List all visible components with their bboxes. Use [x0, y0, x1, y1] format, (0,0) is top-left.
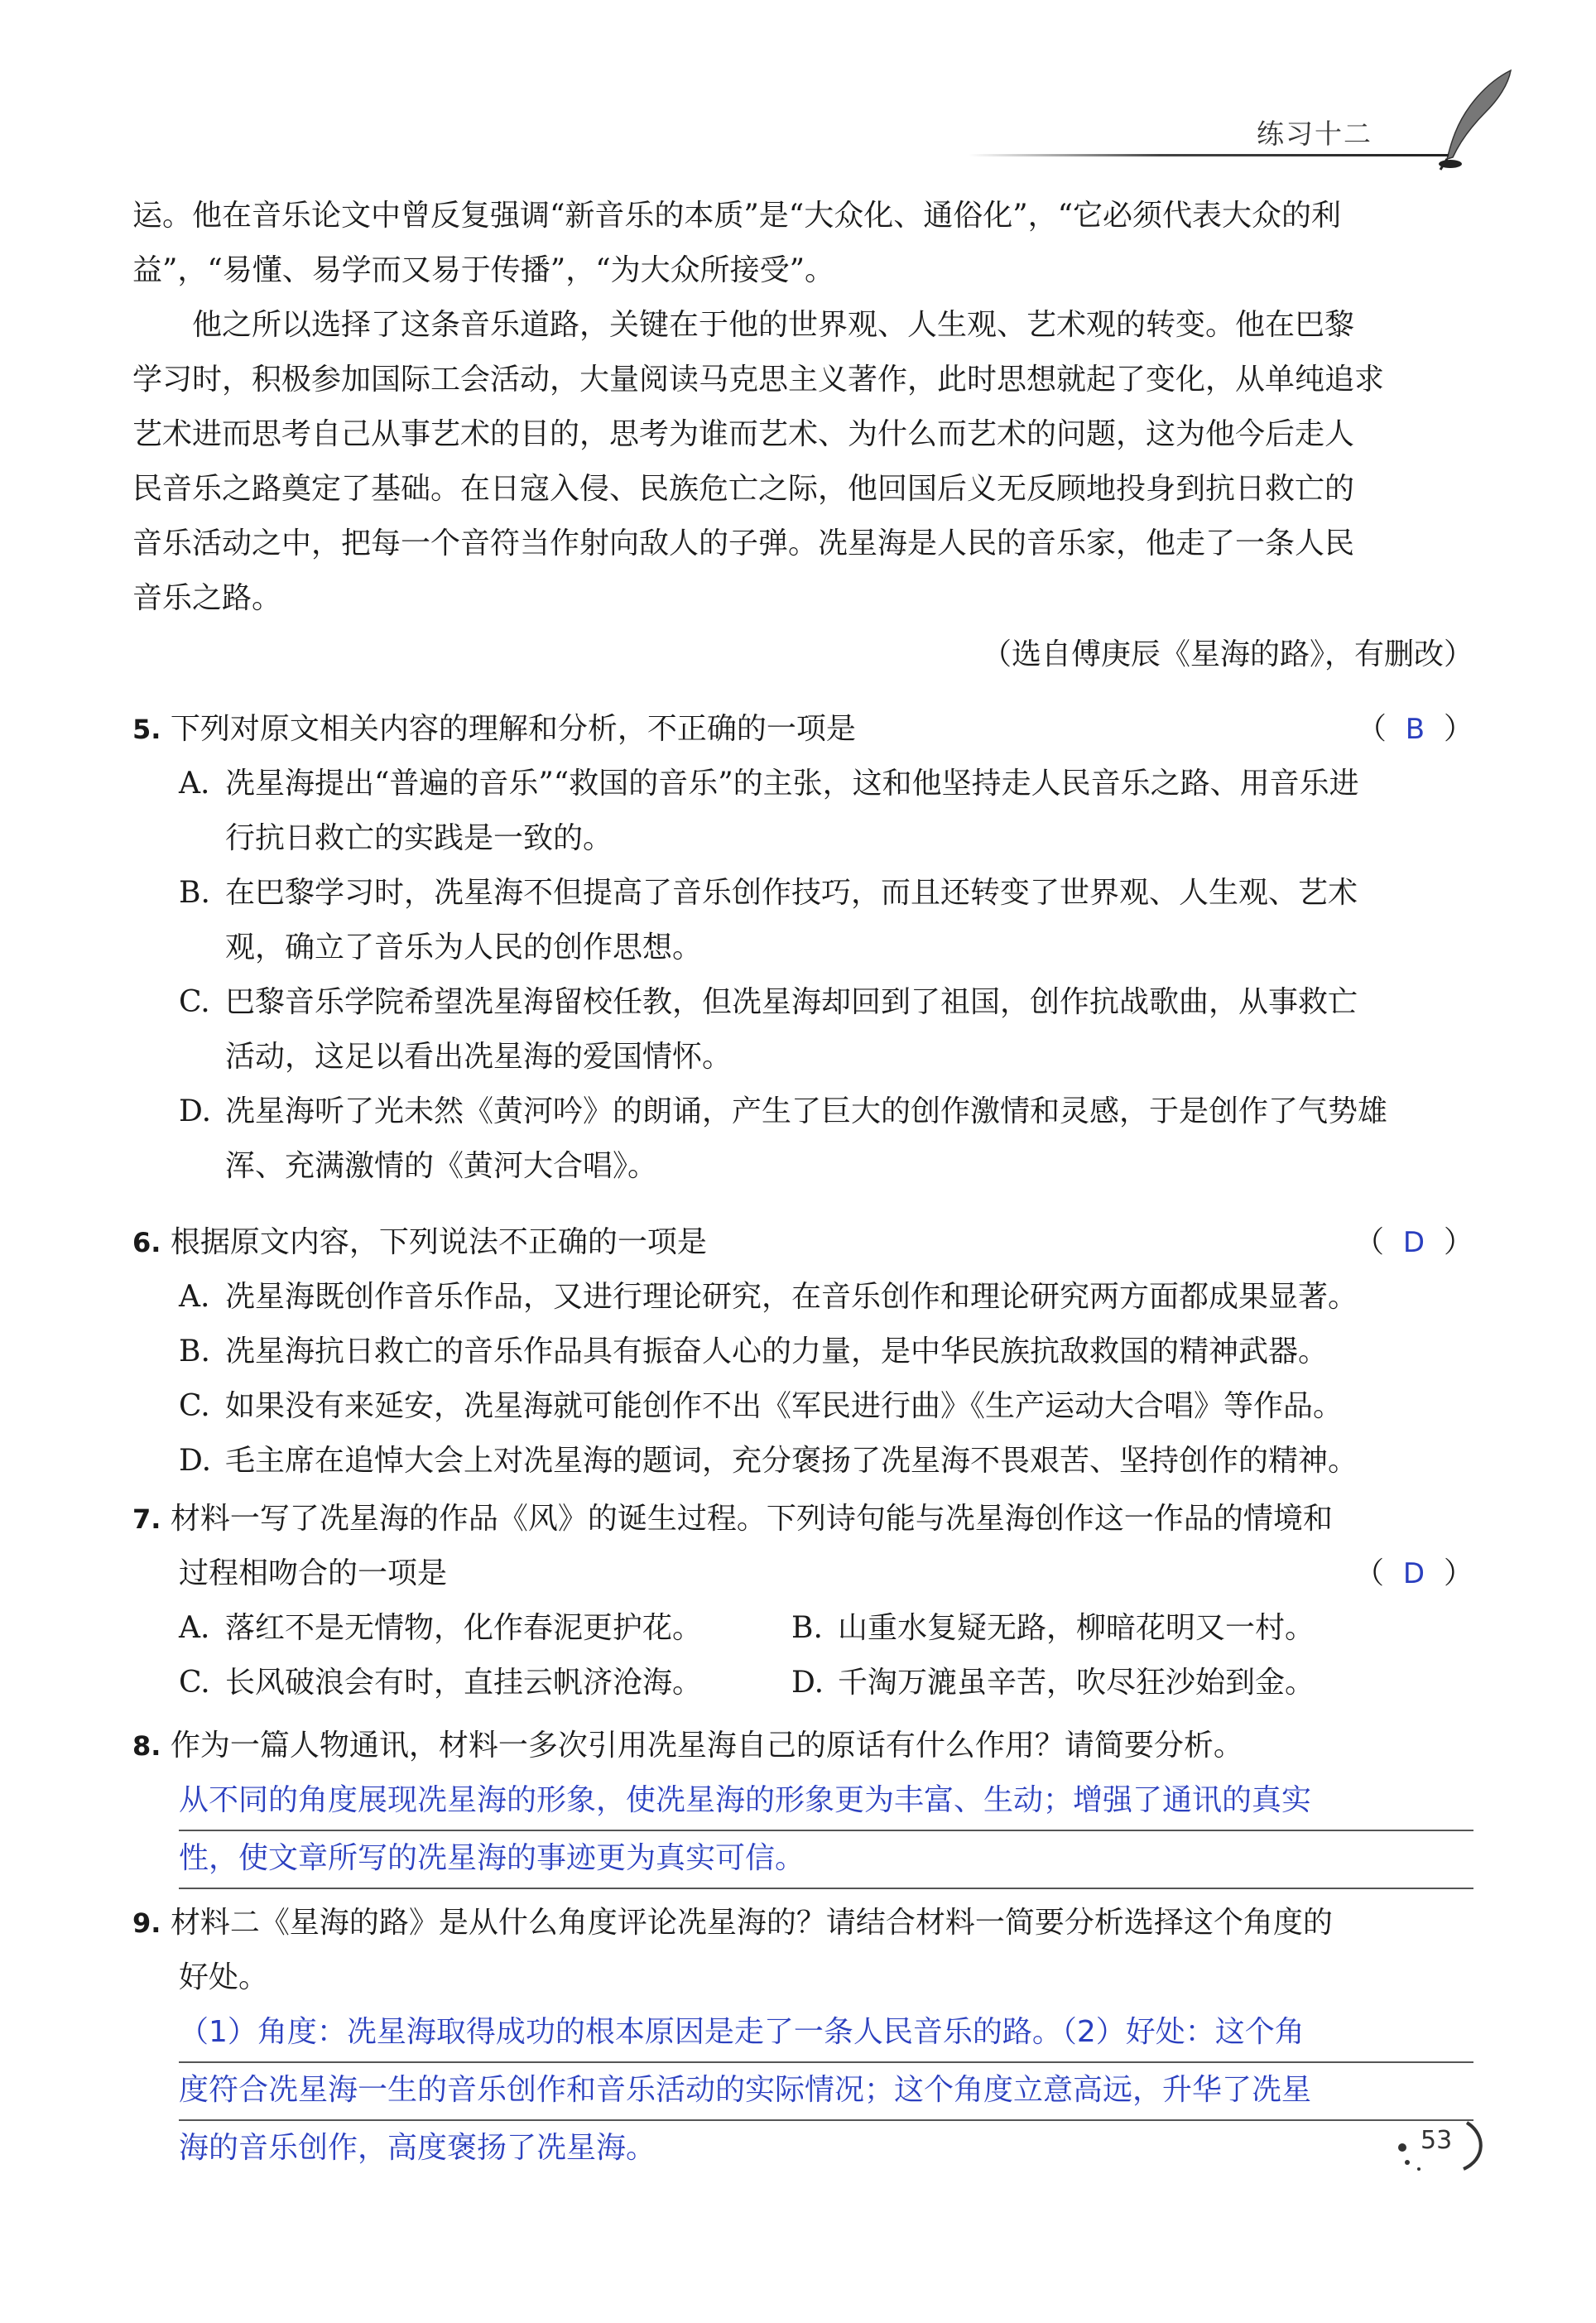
- selected-answer: B: [1405, 713, 1425, 746]
- answer-area: [179, 2005, 1473, 2177]
- answer-line: （1）角度：冼星海取得成功的根本原因是走了一条人民音乐的路。（2）好处：这个角: [179, 2005, 1473, 2063]
- answer-bracket: （ D ）: [1354, 1225, 1473, 1259]
- answer-bracket: （ D ）: [1354, 1556, 1473, 1590]
- question-stem-line: 过程相吻合的一项是: [179, 1556, 448, 1590]
- header-divider: [969, 154, 1449, 156]
- question-stem-line: 好处。: [179, 1960, 269, 1994]
- question-stem: 作为一篇人物通讯，材料一多次引用冼星海自己的原话有什么作用？请简要分析。: [170, 1729, 1243, 1763]
- question-stem: 根据原文内容，下列说法不正确的一项是: [170, 1225, 707, 1259]
- passage-para-1: [132, 189, 1473, 298]
- option-row: [179, 1601, 1473, 1656]
- question-9: [132, 1896, 1473, 2177]
- option-b: B. 在巴黎学习时，冼星海不但提高了音乐创作技巧，而且还转变了世界观、人生观、艺术 观，确立了音乐为人民的创作思想。: [179, 876, 1358, 964]
- answer-area: [179, 1773, 1473, 1889]
- question-stem-line: 材料二《星海的路》是从什么角度评论冼星海的？请结合材料一简要分析选择这个角度的: [170, 1906, 1333, 1940]
- answer-line: 海的音乐创作，高度褒扬了冼星海。: [179, 2131, 656, 2165]
- question-stem: 下列对原文相关内容的理解和分析，不正确的一项是: [170, 712, 856, 746]
- page-number: 53: [1421, 2126, 1453, 2155]
- question-7: [132, 1492, 1473, 1710]
- question-number: 9.: [132, 1907, 161, 1939]
- question-number: 5.: [132, 714, 161, 745]
- selected-answer: D: [1402, 1557, 1425, 1590]
- passage-line: 音乐之路。: [132, 581, 282, 615]
- passage-line: 他之所以选择了这条音乐道路，关键在于他的世界观、人生观、艺术观的转变。他在巴黎: [192, 308, 1355, 342]
- option-c: C. 如果没有来延安，冼星海就可能创作不出《军民进行曲》《生产运动大合唱》等作品。: [179, 1389, 1344, 1423]
- passage: [132, 189, 1473, 682]
- option-d: D. 冼星海听了光未然《黄河吟》的朗诵，产生了巨大的创作激情和灵感，于是创作了气势雄 浑、充满激情的《黄河大合唱》。: [179, 1094, 1388, 1183]
- question-number: 6.: [132, 1227, 161, 1258]
- passage-line: 音乐活动之中，把每一个音符当作射向敌人的子弹。冼星海是人民的音乐家，他走了一条人民: [132, 527, 1355, 560]
- option-c: C. 长风破浪会有时，直挂云帆济沧海。: [179, 1666, 703, 1700]
- question-8: [132, 1719, 1473, 1889]
- passage-line: 民音乐之路奠定了基础。在日寇入侵、民族危亡之际，他回国后义无反顾地投身到抗日救亡的: [132, 472, 1355, 506]
- question-6: [132, 1215, 1473, 1489]
- quill-pen-icon: [1407, 66, 1523, 174]
- passage-line: 艺术进而思考自己从事艺术的目的，思考为谁而艺术、为什么而艺术的问题，这为他今后走人: [132, 417, 1355, 451]
- option-a: A. 冼星海提出“普遍的音乐”“救国的音乐”的主张，这和他坚持走人民音乐之路、用音乐进 行抗日救亡的实践是一致的。: [179, 767, 1359, 855]
- answer-line: 性，使文章所写的冼星海的事迹更为真实可信。: [179, 1831, 1473, 1889]
- question-stem-line: 材料一写了冼星海的作品《风》的诞生过程。下列诗句能与冼星海创作这一作品的情境和: [170, 1502, 1333, 1536]
- passage-line: 运。他在音乐论文中曾反复强调“新音乐的本质”是“大众化、通俗化”，“它必须代表大众的利: [132, 199, 1342, 233]
- option-row: [179, 1656, 1473, 1710]
- question-number: 7.: [132, 1503, 161, 1535]
- option-d: D. 毛主席在追悼大会上对冼星海的题词，充分褒扬了冼星海不畏艰苦、坚持创作的精神。: [179, 1444, 1358, 1478]
- option-c: C. 巴黎音乐学院希望冼星海留校任教，但冼星海却回到了祖国，创作抗战歌曲，从事救亡 活动，这足以看出冼星海的爱国情怀。: [179, 985, 1358, 1074]
- selected-answer: D: [1402, 1226, 1425, 1259]
- option-a: A. 冼星海既创作音乐作品，又进行理论研究，在音乐创作和理论研究两方面都成果显著。: [179, 1280, 1358, 1314]
- option-b: B. 山重水复疑无路，柳暗花明又一村。: [791, 1611, 1315, 1645]
- header-title: 练习十二: [1257, 118, 1372, 150]
- passage-source: （选自傅庚辰《星海的路》，有删改）: [981, 637, 1473, 671]
- passage-para-2: [132, 298, 1473, 626]
- passage-line: 学习时，积极参加国际工会活动，大量阅读马克思主义著作，此时思想就起了变化，从单纯追求: [132, 363, 1385, 397]
- passage-line: 益”，“易懂、易学而又易于传播”，“为大众所接受”。: [132, 253, 835, 287]
- answer-line: 从不同的角度展现冼星海的形象，使冼星海的形象更为丰富、生动；增强了通讯的真实: [179, 1773, 1473, 1831]
- question-5: [132, 702, 1473, 1194]
- option-d: D. 千淘万漉虽辛苦，吹尽狂沙始到金。: [791, 1666, 1315, 1700]
- answer-bracket: （ B ）: [1356, 712, 1473, 746]
- answer-line: 度符合冼星海一生的音乐创作和音乐活动的实际情况；这个角度立意高远，升华了冼星: [179, 2063, 1473, 2121]
- option-a: A. 落红不是无情物，化作春泥更护花。: [179, 1611, 703, 1645]
- question-number: 8.: [132, 1730, 161, 1762]
- option-b: B. 冼星海抗日救亡的音乐作品具有振奋人心的力量，是中华民族抗敌救国的精神武器。: [179, 1335, 1329, 1368]
